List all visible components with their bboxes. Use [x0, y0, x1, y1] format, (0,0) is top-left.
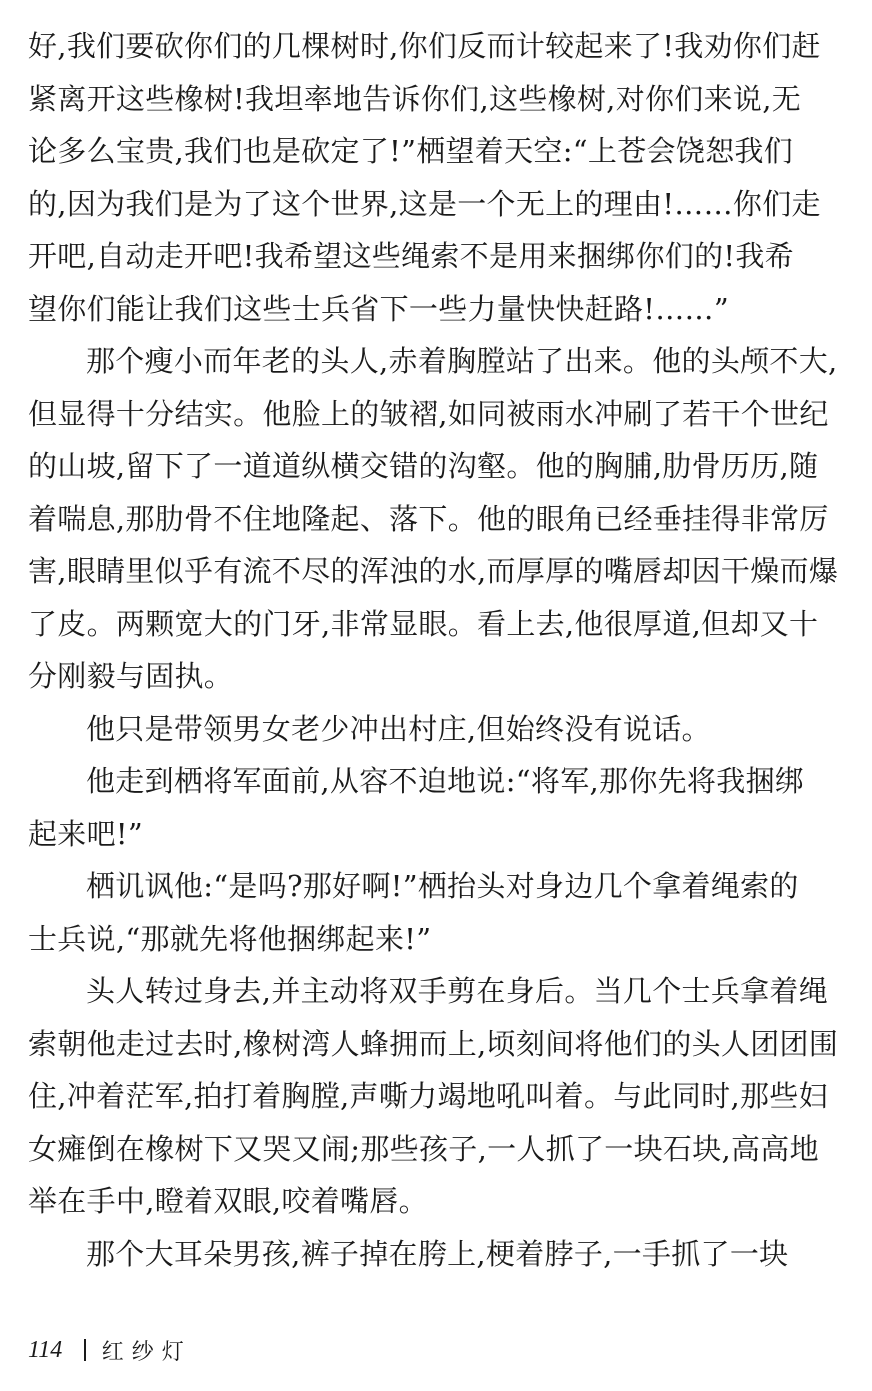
text-line: 开吧,自动走开吧!我希望这些绳索不是用来捆绑你们的!我希 [28, 239, 794, 273]
text-line: 他走到栖将军面前,从容不迫地说:“将军,那你先将我捆绑 [86, 764, 805, 798]
text-line: 举在手中,瞪着双眼,咬着嘴唇。 [28, 1184, 428, 1218]
page-footer [28, 1330, 192, 1370]
text-line: 那个瘦小而年老的头人,赤着胸膛站了出来。他的头颅不大, [86, 344, 838, 378]
text-line: 论多么宝贵,我们也是砍定了!”栖望着天空:“上苍会饶恕我们 [28, 134, 793, 168]
text-line: 紧离开这些橡树!我坦率地告诉你们,这些橡树,对你们来说,无 [28, 81, 802, 116]
text-line: 害,眼睛里似乎有流不尽的浑浊的水,而厚厚的嘴唇却因干燥而爆 [28, 554, 839, 588]
text-line: 着喘息,那肋骨不住地隆起、落下。他的眼角已经垂挂得非常厉 [28, 501, 829, 536]
text-line: 好,我们要砍你们的几棵树时,你们反而计较起来了!我劝你们赶 [28, 29, 821, 63]
text-line: 的山坡,留下了一道道纵横交错的沟壑。他的胸脯,肋骨历历,随 [28, 449, 819, 483]
text-line: 望你们能让我们这些士兵省下一些力量快快赶路!……” [28, 291, 729, 326]
text-line: 索朝他走过去时,橡树湾人蜂拥而上,顷刻间将他们的头人团团围 [28, 1026, 839, 1061]
body-text [28, 20, 844, 1280]
text-line: 他只是带领男女老少冲出村庄,但始终没有说话。 [86, 711, 711, 746]
text-line: 分刚毅与固执。 [28, 659, 234, 693]
text-line: 那个大耳朵男孩,裤子掉在胯上,梗着脖子,一手抓了一块 [86, 1236, 789, 1271]
text-line: 士兵说,“那就先将他捆绑起来!” [28, 921, 432, 956]
running-title: 红纱灯 [101, 1339, 192, 1365]
text-line: 起来吧!” [28, 816, 143, 851]
text-line: 但显得十分结实。他脸上的皱褶,如同被雨水冲刷了若干个世纪 [28, 396, 829, 431]
footer-divider [84, 1339, 86, 1361]
text-line: 的,因为我们是为了这个世界,这是一个无上的理由!……你们走 [28, 186, 821, 221]
text-line: 女瘫倒在橡树下又哭又闹;那些孩子,一人抓了一块石块,高高地 [28, 1131, 819, 1166]
text-line: 住,冲着茫军,拍打着胸膛,声嘶力竭地吼叫着。与此同时,那些妇 [28, 1079, 828, 1113]
text-line: 了皮。两颗宽大的门牙,非常显眼。看上去,他很厚道,但却又十 [28, 606, 819, 641]
text-line: 头人转过身去,并主动将双手剪在身后。当几个士兵拿着绳 [86, 974, 829, 1008]
page-number: 114 [28, 1336, 63, 1363]
text-line: 栖讥讽他:“是吗?那好啊!”栖抬头对身边几个拿着绳索的 [86, 869, 799, 903]
